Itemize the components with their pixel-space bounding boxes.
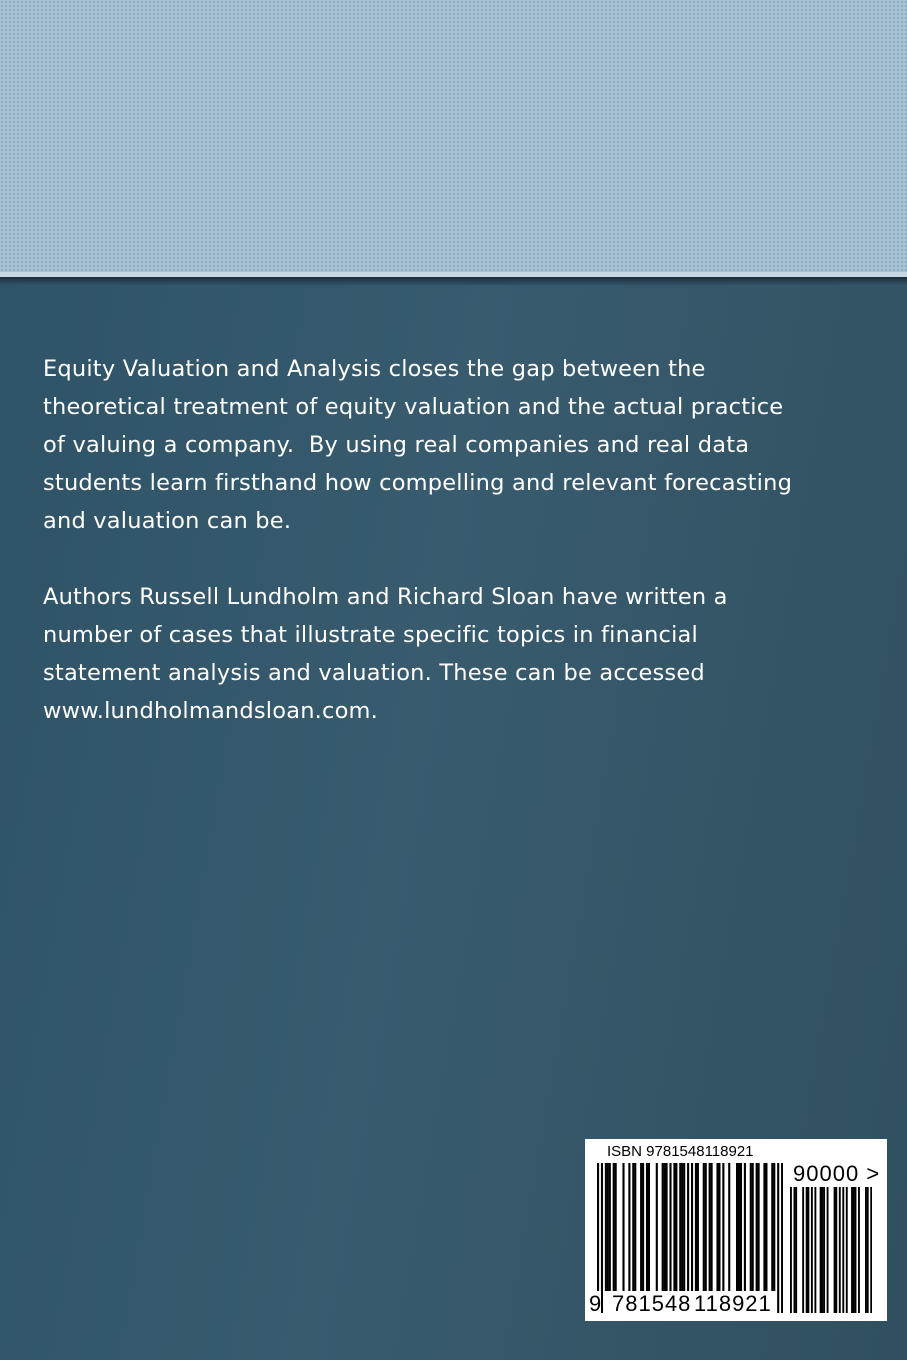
barcode-bar	[666, 1163, 668, 1291]
addon-bar	[853, 1187, 855, 1313]
barcode-bar	[609, 1163, 611, 1291]
addon-bar	[855, 1187, 857, 1313]
barcode-bar	[763, 1163, 765, 1291]
barcode-bar	[683, 1163, 685, 1291]
addon-bar	[823, 1187, 825, 1313]
barcode-bar	[648, 1163, 650, 1291]
barcode-bar	[705, 1163, 707, 1291]
barcode-bar	[615, 1163, 617, 1291]
addon-bar	[790, 1187, 792, 1313]
barcode-bar	[664, 1163, 666, 1291]
addon-bar	[795, 1187, 797, 1313]
description-line: students learn firsthand how compelling and relevant forecasting	[43, 470, 793, 496]
barcode-bar	[613, 1163, 615, 1291]
barcode-bar	[718, 1163, 720, 1291]
barcode-bar	[646, 1163, 648, 1291]
addon-bar	[820, 1187, 822, 1313]
barcode-bar	[728, 1163, 730, 1291]
addon-bar	[811, 1187, 813, 1313]
barcode-bar	[736, 1163, 738, 1291]
addon-bar	[834, 1187, 836, 1313]
barcode-bar	[765, 1163, 767, 1291]
addon-bar	[814, 1187, 816, 1313]
description-line: number of cases that illustrate specific topics in financial	[43, 622, 698, 648]
price-code	[793, 1161, 880, 1187]
addon-bar	[807, 1187, 809, 1313]
addon-bar	[839, 1187, 841, 1313]
isbn-barcode-box	[585, 1139, 887, 1321]
price-addon-barcode	[790, 1187, 872, 1313]
addon-bar	[846, 1187, 848, 1313]
barcode-bar	[758, 1163, 760, 1291]
addon-bar	[867, 1187, 869, 1313]
barcode-bar	[756, 1163, 758, 1291]
description-line: Equity Valuation and Analysis closes the gap between the	[43, 356, 706, 382]
addon-bar	[835, 1187, 837, 1313]
addon-bar	[858, 1187, 860, 1313]
barcode-bar	[738, 1163, 740, 1291]
description-paragraph-2	[43, 578, 843, 730]
book-description	[43, 350, 843, 768]
addon-bar	[851, 1187, 853, 1313]
barcode-bar	[640, 1163, 642, 1291]
barcode-bar	[703, 1163, 705, 1291]
isbn-label: ISBN 9781548118921	[607, 1143, 754, 1160]
barcode-bar	[669, 1163, 671, 1291]
barcode-bar	[695, 1163, 697, 1291]
barcode-digits	[585, 1291, 785, 1317]
barcode-bar	[697, 1163, 699, 1291]
description-line: of valuing a company. By using real companies and real data	[43, 432, 750, 458]
barcode-bar	[622, 1163, 624, 1291]
barcode-left-digits: 781548	[612, 1291, 692, 1316]
description-line: theoretical treatment of equity valuation and the actual practice	[43, 394, 784, 420]
description-line: statement analysis and valuation. These can be accessed	[43, 660, 705, 686]
barcode-bar	[711, 1163, 713, 1291]
barcode-lead-digit: 9	[589, 1291, 602, 1316]
addon-bar	[821, 1187, 823, 1313]
halftone-top-band	[0, 0, 907, 275]
barcode-bar	[744, 1163, 746, 1291]
addon-bar	[806, 1187, 808, 1313]
barcode-bar	[752, 1163, 754, 1291]
barcode-bar	[605, 1163, 607, 1291]
addon-bar	[802, 1187, 804, 1313]
barcode-bar	[750, 1163, 752, 1291]
description-paragraph-1	[43, 350, 843, 540]
price-marker: >	[866, 1161, 881, 1186]
barcode-bar	[634, 1163, 636, 1291]
addon-bar	[865, 1187, 867, 1313]
barcode-right-digits: 118921	[694, 1291, 772, 1316]
barcode-bar	[722, 1163, 724, 1291]
description-line: Authors Russell Lundholm and Richard Sloan have written a	[43, 584, 728, 610]
description-line: and valuation can be.	[43, 508, 292, 534]
barcode-bar	[681, 1163, 683, 1291]
barcode-bar	[673, 1163, 675, 1291]
barcode-bar	[607, 1163, 609, 1291]
barcode-bar	[740, 1163, 742, 1291]
panel-shadow	[0, 277, 907, 285]
barcode-bar	[642, 1163, 644, 1291]
website-url: www.lundholmandsloan.com.	[43, 698, 379, 724]
addon-bar	[842, 1187, 844, 1313]
barcode-bar	[679, 1163, 681, 1291]
barcode-bar	[716, 1163, 718, 1291]
barcode-bar	[675, 1163, 677, 1291]
barcode-bar	[771, 1163, 773, 1291]
barcode-bar	[773, 1163, 775, 1291]
barcode-bar	[628, 1163, 630, 1291]
price-code-digits: 90000	[793, 1161, 860, 1186]
addon-bar	[827, 1187, 829, 1313]
addon-bar	[870, 1187, 872, 1313]
barcode-bar	[656, 1163, 658, 1291]
barcode-bar	[709, 1163, 711, 1291]
addon-bar	[793, 1187, 795, 1313]
barcode-bar	[632, 1163, 634, 1291]
barcode-bar	[662, 1163, 664, 1291]
